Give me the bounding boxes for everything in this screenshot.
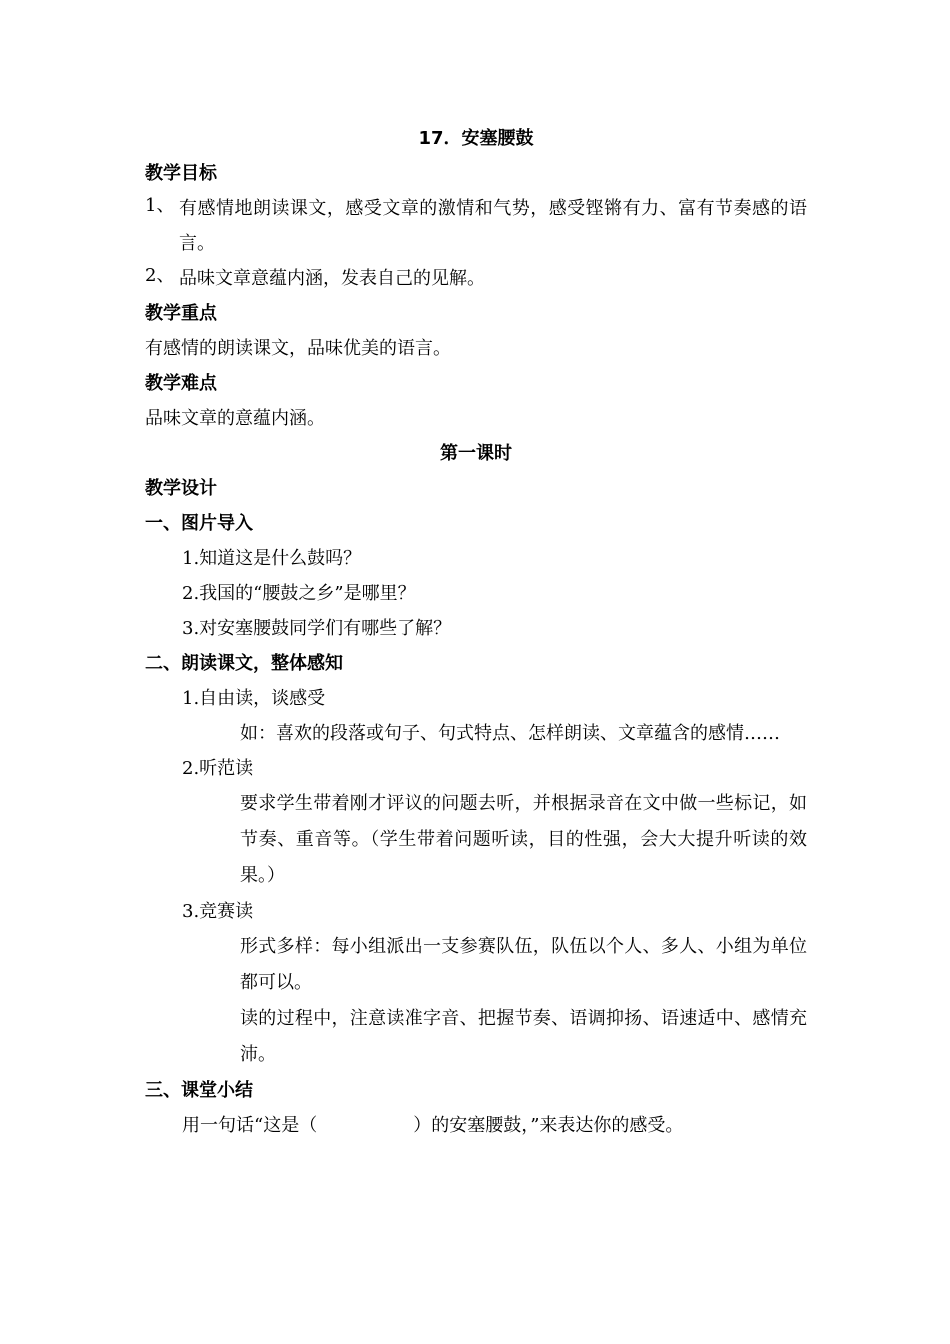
section-heading: 二、朗读课文，整体感知: [145, 653, 343, 674]
question-item: 1.知道这是什么鼓吗？: [182, 548, 362, 569]
section-heading: 一、图片导入: [145, 513, 253, 534]
subsection-text: 如：喜欢的段落或句子、句式特点、怎样朗读、文章蕴含的感情……: [240, 723, 780, 744]
objective-item: [145, 261, 807, 296]
objective-item: [145, 191, 807, 261]
subsection-text: 读的过程中，注意读准字音、把握节奏、语调抑扬、语速适中、感情充沛。: [240, 1008, 807, 1065]
subsection-text: 形式多样：每小组派出一支参赛队伍，队伍以个人、多人、小组为单位都可以。: [240, 936, 807, 993]
lesson-title: 第一课时: [440, 443, 512, 464]
difficulties-heading: 教学难点: [145, 373, 217, 394]
difficulties-text: 品味文章的意蕴内涵。: [145, 408, 325, 429]
document-title: 17．安塞腰鼓: [418, 128, 534, 149]
document-page: [145, 122, 807, 1143]
objectives-heading: 教学目标: [145, 163, 217, 184]
key-points-text: 有感情的朗读课文，品味优美的语言。: [145, 338, 451, 359]
section-heading: 三、课堂小结: [145, 1080, 253, 1101]
objective-number: 2、: [145, 265, 175, 286]
summary-text-after: ）的安塞腰鼓，”来表达你的感受。: [413, 1115, 684, 1136]
summary-text-before: 用一句话“这是（: [182, 1115, 318, 1136]
subsection-text: 要求学生带着刚才评议的问题去听，并根据录音在文中做一些标记，如节奏、重音等。（学生带着问题听读，目的性强，会大大提升听读的效果。）: [240, 793, 807, 886]
subsection-title: 1.自由读，谈感受: [182, 688, 326, 709]
subsection-title: 3.竞赛读: [182, 901, 254, 922]
objective-text: 品味文章意蕴内涵，发表自己的见解。: [179, 268, 485, 289]
summary-text: [145, 1108, 807, 1143]
objective-number: 1、: [145, 195, 175, 216]
question-item: 3.对安塞腰鼓同学们有哪些了解？: [182, 618, 452, 639]
subsection-title: 2.听范读: [182, 758, 254, 779]
key-points-heading: 教学重点: [145, 303, 217, 324]
design-heading: 教学设计: [145, 478, 217, 499]
question-item: 2.我国的“腰鼓之乡”是哪里？: [182, 583, 416, 604]
objective-text: 有感情地朗读课文，感受文章的激情和气势，感受铿锵有力、富有节奏感的语言。: [179, 198, 807, 254]
